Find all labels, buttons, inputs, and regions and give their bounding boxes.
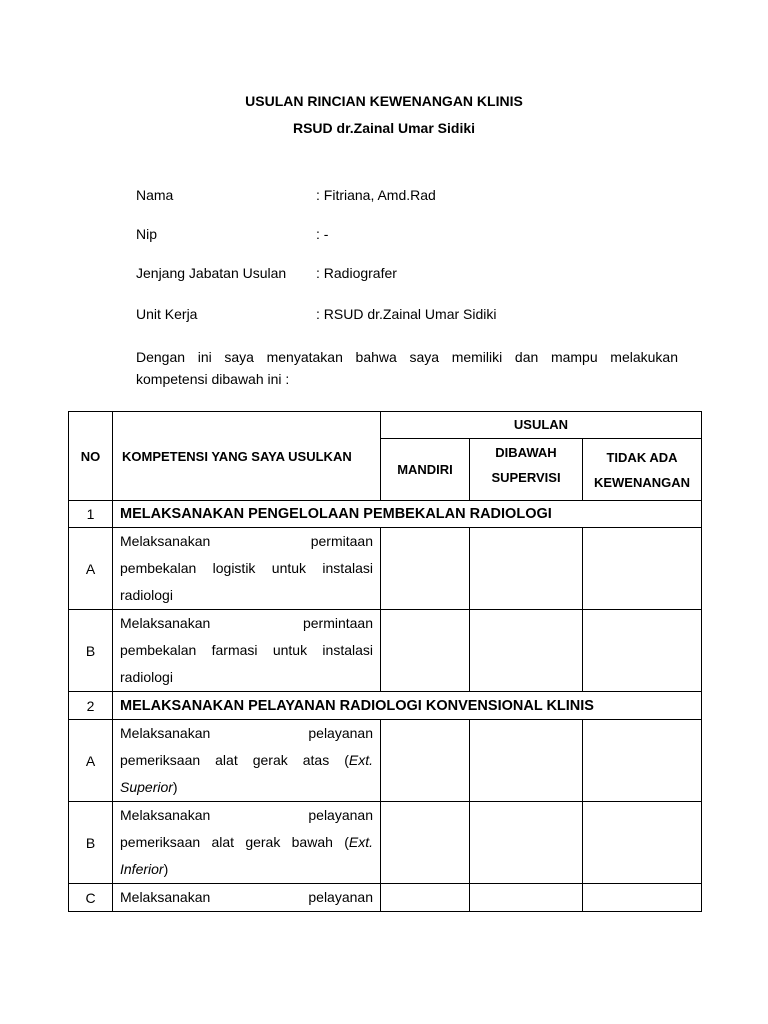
cell-tidak-ada-kewenangan[interactable] bbox=[583, 720, 702, 802]
header-tidak-ada-kewenangan bbox=[583, 439, 702, 501]
desc-line-3: radiologi bbox=[120, 587, 173, 603]
desc-line-1 bbox=[120, 884, 373, 911]
desc-text: ) bbox=[163, 861, 169, 877]
cell-dibawah-supervisi[interactable] bbox=[470, 802, 583, 884]
header-dibawah-line2: SUPERVISI bbox=[491, 469, 561, 485]
desc-word: Melaksanakan bbox=[120, 725, 211, 741]
desc-text: pemeriksaan alat gerak bawah ( bbox=[120, 834, 349, 850]
desc-text: pemeriksaan alat gerak atas ( bbox=[120, 752, 349, 768]
section-number: 2 bbox=[69, 692, 113, 720]
desc-italic: Ext. bbox=[348, 834, 373, 850]
desc-word: pelayanan bbox=[308, 807, 373, 823]
field-value-unit-kerja: : RSUD dr.Zainal Umar Sidiki bbox=[316, 306, 497, 322]
desc-line-1 bbox=[120, 720, 373, 747]
field-value-jenjang: : Radiografer bbox=[316, 265, 397, 281]
desc-text: ) bbox=[172, 779, 178, 795]
cell-tidak-ada-kewenangan[interactable] bbox=[583, 528, 702, 610]
table-row bbox=[69, 720, 702, 802]
item-description bbox=[113, 884, 381, 912]
document-subtitle: RSUD dr.Zainal Umar Sidiki bbox=[292, 120, 476, 136]
cell-dibawah-supervisi[interactable] bbox=[470, 884, 583, 912]
header-no: NO bbox=[69, 412, 113, 501]
intro-line-2: kompetensi dibawah ini : bbox=[136, 371, 290, 387]
desc-line-2: pembekalan logistik untuk instalasi bbox=[120, 560, 373, 576]
desc-italic: Superior bbox=[120, 779, 173, 795]
field-value-nip: : - bbox=[316, 226, 329, 242]
field-label-jenjang: Jenjang Jabatan Usulan bbox=[136, 265, 287, 281]
header-dibawah-line1: DIBAWAH bbox=[495, 444, 557, 460]
item-number: B bbox=[69, 610, 113, 692]
table-row bbox=[69, 610, 702, 692]
header-dibawah-supervisi bbox=[470, 439, 583, 501]
desc-line-2: pembekalan farmasi untuk instalasi bbox=[120, 642, 373, 658]
field-value-nama: : Fitriana, Amd.Rad bbox=[316, 187, 436, 203]
competency-table bbox=[68, 411, 702, 912]
desc-word: permitaan bbox=[310, 533, 373, 549]
desc-line-3 bbox=[120, 774, 373, 801]
document-title: USULAN RINCIAN KEWENANGAN KLINIS bbox=[245, 93, 523, 109]
section-number: 1 bbox=[69, 501, 113, 528]
field-label-nip: Nip bbox=[136, 226, 158, 242]
field-label-nama: Nama bbox=[136, 187, 174, 203]
header-usulan: USULAN bbox=[381, 412, 702, 439]
field-label-unit-kerja: Unit Kerja bbox=[136, 306, 198, 322]
desc-italic: Inferior bbox=[120, 861, 164, 877]
desc-line-1 bbox=[120, 610, 373, 637]
intro-line-1: Dengan ini saya menyatakan bahwa saya memiliki dan mampu melakukan bbox=[136, 349, 678, 365]
cell-mandiri[interactable] bbox=[381, 610, 470, 692]
table-row bbox=[69, 528, 702, 610]
item-description bbox=[113, 720, 381, 802]
table-header-row bbox=[69, 412, 702, 439]
desc-italic: Ext. bbox=[348, 752, 373, 768]
desc-word: Melaksanakan bbox=[120, 889, 211, 905]
item-number: A bbox=[69, 528, 113, 610]
cell-dibawah-supervisi[interactable] bbox=[470, 610, 583, 692]
item-number: B bbox=[69, 802, 113, 884]
item-number: C bbox=[69, 884, 113, 912]
desc-line-2 bbox=[120, 747, 373, 774]
desc-word: Melaksanakan bbox=[120, 807, 211, 823]
item-number: A bbox=[69, 720, 113, 802]
cell-dibawah-supervisi[interactable] bbox=[470, 528, 583, 610]
cell-tidak-ada-kewenangan[interactable] bbox=[583, 610, 702, 692]
desc-line-1 bbox=[120, 802, 373, 829]
section-row bbox=[69, 501, 702, 528]
table-row bbox=[69, 802, 702, 884]
desc-word: Melaksanakan bbox=[120, 533, 211, 549]
item-description bbox=[113, 610, 381, 692]
desc-word: pelayanan bbox=[308, 725, 373, 741]
section-row bbox=[69, 692, 702, 720]
cell-mandiri[interactable] bbox=[381, 528, 470, 610]
table-row bbox=[69, 884, 702, 912]
item-description bbox=[113, 528, 381, 610]
header-tidak-line2: KEWENANGAN bbox=[593, 474, 691, 490]
desc-line-3 bbox=[120, 856, 373, 883]
desc-word: permintaan bbox=[302, 615, 373, 631]
cell-tidak-ada-kewenangan[interactable] bbox=[583, 884, 702, 912]
header-kompetensi: KOMPETENSI YANG SAYA USULKAN bbox=[113, 412, 381, 501]
desc-line-2 bbox=[120, 829, 373, 856]
section-title: MELAKSANAKAN PELAYANAN RADIOLOGI KONVENSIONAL KLINIS bbox=[113, 692, 702, 720]
section-title: MELAKSANAKAN PENGELOLAAN PEMBEKALAN RADIOLOGI bbox=[113, 501, 702, 528]
desc-word: pelayanan bbox=[308, 889, 373, 905]
cell-mandiri[interactable] bbox=[381, 884, 470, 912]
desc-line-1 bbox=[120, 528, 373, 555]
header-tidak-line1: TIDAK ADA bbox=[606, 449, 678, 465]
desc-word: Melaksanakan bbox=[120, 615, 211, 631]
cell-dibawah-supervisi[interactable] bbox=[470, 720, 583, 802]
cell-mandiri[interactable] bbox=[381, 720, 470, 802]
desc-line-3: radiologi bbox=[120, 669, 173, 685]
item-description bbox=[113, 802, 381, 884]
cell-mandiri[interactable] bbox=[381, 802, 470, 884]
cell-tidak-ada-kewenangan[interactable] bbox=[583, 802, 702, 884]
header-mandiri: MANDIRI bbox=[381, 439, 470, 501]
